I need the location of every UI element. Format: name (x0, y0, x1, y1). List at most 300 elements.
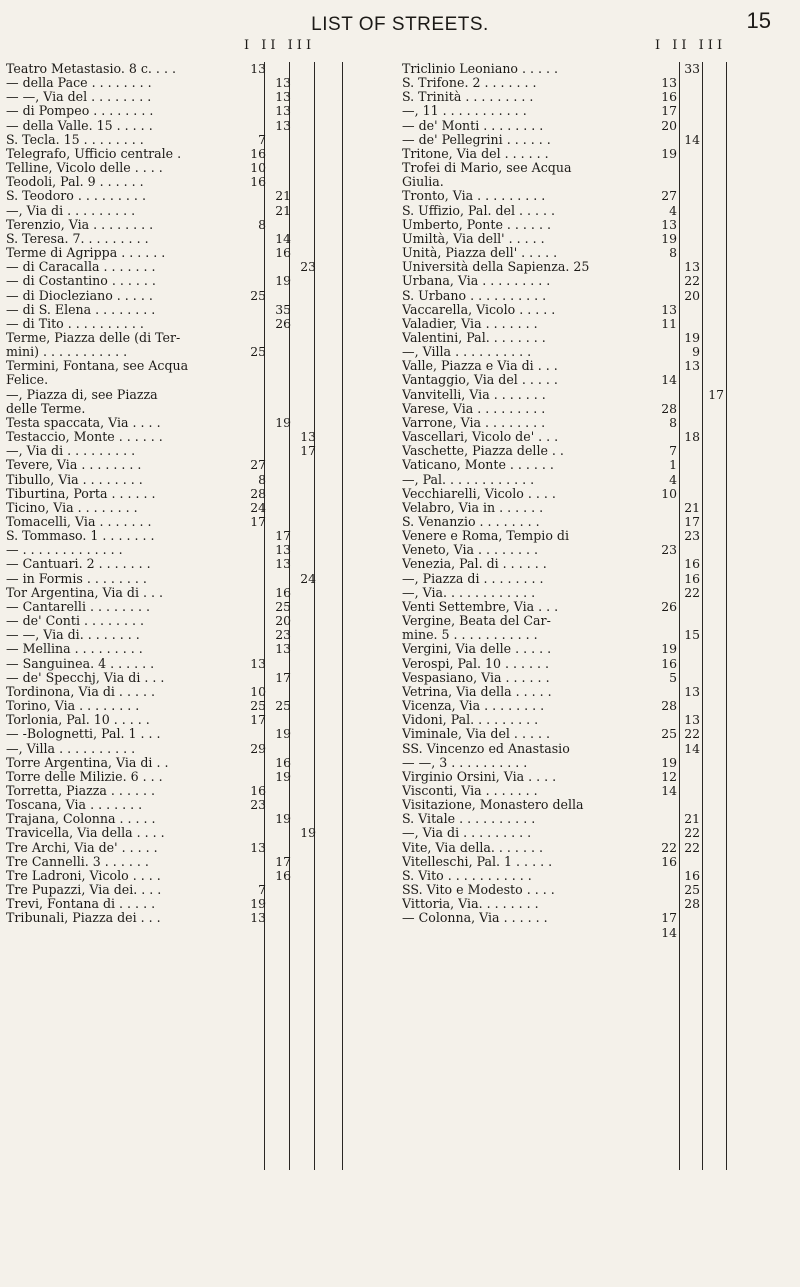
plan-number-n1: 25 (661, 726, 677, 742)
plan-number-n1: 4 (669, 471, 677, 487)
street-name: Vidoni, Pal. . . . . . . . . (402, 713, 539, 728)
street-name: Teodoli, Pal. 9 . . . . . . (6, 175, 144, 190)
street-name: — —, Via di. . . . . . . . (6, 628, 140, 643)
street-name: — -Bolognetti, Pal. 1 . . . (6, 727, 161, 742)
street-name: — de' Pellegrini . . . . . . (402, 132, 551, 147)
plan-number-n2: 13 (275, 542, 291, 558)
street-entry-row (6, 826, 390, 840)
plan-number-n1: 25 (250, 287, 266, 303)
street-name: Verospi, Pal. 10 . . . . . . (402, 656, 550, 671)
plan-number-n2: 19 (684, 329, 700, 345)
street-name: Travicella, Via della . . . . (6, 826, 165, 841)
street-entry-row (402, 699, 786, 713)
street-entry-row (402, 628, 786, 642)
street-name: Telegrafo, Ufficio centrale . (6, 146, 182, 161)
plan-number-n2: 13 (275, 117, 291, 133)
street-name: —, Villa . . . . . . . . . . (6, 741, 136, 756)
plan-number-n1: 13 (661, 216, 677, 232)
street-name: Testaccio, Monte . . . . . . (6, 430, 163, 445)
street-name: Vergine, Beata del Car- (402, 614, 551, 629)
street-entry-row (402, 543, 786, 557)
street-name: Termini, Fontana, see Acqua (6, 359, 189, 374)
street-name: Teatro Metastasio. 8 c. . . . (6, 62, 176, 76)
street-name: — . . . . . . . . . . . . . (6, 543, 123, 558)
street-name: Valadier, Via . . . . . . . (402, 316, 538, 331)
plan-number-n1: 8 (669, 245, 677, 261)
street-entry-row (6, 90, 390, 104)
plan-number-n1: 16 (661, 655, 677, 671)
street-name: — Cantuari. 2 . . . . . . . (6, 557, 151, 572)
plan-number-n1: 10 (250, 683, 266, 699)
street-name: S. Teresa. 7. . . . . . . . . (6, 231, 149, 246)
street-name: Vicenza, Via . . . . . . . . (402, 699, 545, 714)
plan-number-n1: 20 (661, 117, 677, 133)
plan-number-n1: 13 (250, 61, 266, 76)
plan-number-n2: 13 (684, 259, 700, 275)
plan-number-n2: 19 (275, 811, 291, 827)
street-name: — di Diocleziano . . . . . (6, 288, 153, 303)
street-name: S. Teodoro . . . . . . . . . (6, 189, 146, 204)
street-name: Telline, Vicolo delle . . . . (6, 161, 163, 176)
street-entry-row (402, 713, 786, 727)
street-name: — Sanguinea. 4 . . . . . . (6, 656, 155, 671)
street-entry-row (402, 473, 786, 487)
street-entry-row (6, 473, 390, 487)
street-entry-row (402, 232, 786, 246)
plan-number-n1: 1 (669, 457, 677, 473)
plan-number-n1: 8 (258, 216, 266, 232)
plan-number-n2: 13 (275, 641, 291, 657)
plan-number-n1: 7 (669, 443, 677, 459)
street-entry-row (6, 515, 390, 529)
street-entry-row (402, 855, 786, 869)
street-name: Urbana, Via . . . . . . . . . (402, 274, 551, 289)
street-entry-row (402, 246, 786, 260)
street-name: Vaticano, Monte . . . . . . (402, 458, 554, 473)
street-entry-row (6, 345, 390, 359)
street-entry-row (402, 798, 786, 812)
street-name: Tribunali, Piazza dei . . . (6, 911, 161, 926)
street-entry-row (6, 614, 390, 628)
street-entry-row (6, 487, 390, 501)
plan-number-n1: 27 (250, 457, 266, 473)
street-entry-row (402, 204, 786, 218)
street-entry-row (402, 926, 786, 940)
street-name: Varese, Via . . . . . . . . . (402, 401, 546, 416)
street-name: S. Vito . . . . . . . . . . . (402, 868, 532, 883)
plan-number-n2: 16 (275, 754, 291, 770)
page-title: LIST OF STREETS. (311, 14, 489, 35)
street-entry-row (402, 671, 786, 685)
street-entry-row (6, 147, 390, 161)
street-entry-row (402, 529, 786, 543)
street-name: — Cantarelli . . . . . . . . (6, 599, 151, 614)
street-name: — di Caracalla . . . . . . . (6, 260, 156, 275)
street-entry-row (402, 175, 786, 189)
street-entry-row (6, 897, 390, 911)
plan-number-n2: 17 (684, 514, 700, 529)
street-entry-row (6, 388, 390, 402)
plan-number-n3: 19 (300, 825, 316, 841)
street-name: Tronto, Via . . . . . . . . . (402, 189, 546, 204)
street-entry-row (6, 812, 390, 826)
street-name: —, 11 . . . . . . . . . . . (402, 104, 527, 119)
street-name: Unità, Piazza dell' . . . . . (402, 246, 558, 261)
plan-number-n1: 17 (250, 514, 266, 529)
plan-number-n2: 16 (275, 584, 291, 600)
street-entry-row (402, 218, 786, 232)
plan-number-n2: 22 (684, 726, 700, 742)
plan-number-n1: 17 (250, 712, 266, 728)
street-name: Tre Cannelli. 3 . . . . . . (6, 854, 149, 869)
plan-number-n2: 14 (684, 131, 700, 147)
street-name: Umberto, Ponte . . . . . . (402, 217, 551, 232)
street-entry-row (402, 359, 786, 373)
street-entry-row (402, 742, 786, 756)
plan-number-n3: 13 (300, 429, 316, 445)
street-entry-row (402, 600, 786, 614)
street-entry-row (6, 869, 390, 883)
street-name: Vitelleschi, Pal. 1 . . . . . (402, 854, 553, 869)
plan-number-n2: 17 (275, 853, 291, 869)
street-entry-row (402, 444, 786, 458)
street-entry-row (402, 331, 786, 345)
plan-number-n2: 13 (275, 556, 291, 572)
street-name: Tor Argentina, Via di . . . (6, 585, 164, 600)
plan-number-n2: 20 (684, 287, 700, 303)
street-entry-row (6, 189, 390, 203)
street-entry-row (6, 289, 390, 303)
plan-number-n1: 19 (661, 230, 677, 246)
street-name: — di S. Elena . . . . . . . . (6, 302, 156, 317)
street-name: — de' Monti . . . . . . . . (402, 118, 544, 133)
plan-number-n1: 25 (250, 698, 266, 714)
street-entry-row (402, 841, 786, 855)
street-entry-row (6, 657, 390, 671)
plan-number-n2: 14 (275, 230, 291, 246)
street-name: Felice. (6, 373, 49, 388)
street-entry-row (6, 600, 390, 614)
street-entry-row (402, 274, 786, 288)
plan-number-n1: 11 (661, 315, 677, 331)
street-name: — della Valle. 15 . . . . . (6, 118, 153, 133)
street-name: Tevere, Via . . . . . . . . (6, 458, 142, 473)
street-name: Terenzio, Via . . . . . . . . (6, 217, 154, 232)
street-entry-row (402, 727, 786, 741)
street-name: —, Via di . . . . . . . . . (6, 203, 136, 218)
street-name: — di Tito . . . . . . . . . . (6, 316, 144, 331)
street-entry-row (6, 784, 390, 798)
plan-number-n2: 18 (684, 429, 700, 445)
street-entry-row (402, 133, 786, 147)
street-name: S. Tommaso. 1 . . . . . . . (6, 529, 155, 544)
plan-number-n2: 22 (684, 825, 700, 841)
street-name: Umiltà, Via dell' . . . . . (402, 231, 545, 246)
plan-number-n1: 13 (250, 839, 266, 855)
plan-number-n2: 26 (275, 315, 291, 331)
street-entry-row (402, 388, 786, 402)
street-entry-row (402, 289, 786, 303)
plan-number-n2: 22 (684, 839, 700, 855)
street-name: Vecchiarelli, Vicolo . . . . (402, 486, 556, 501)
plan-number-n1: 7 (258, 131, 266, 147)
plan-number-n1: 5 (669, 669, 677, 685)
street-entry-row (6, 175, 390, 189)
street-name: —, Pal. . . . . . . . . . . . (402, 472, 535, 487)
street-entry-row (6, 317, 390, 331)
street-name: — de' Conti . . . . . . . . (6, 614, 145, 629)
left-column-heading: I II III (244, 38, 316, 53)
plan-number-n2: 19 (275, 768, 291, 784)
street-entry-row (402, 373, 786, 387)
street-name: Giulia. (402, 175, 444, 190)
plan-number-n2: 21 (275, 202, 291, 218)
plan-number-n1: 13 (661, 301, 677, 317)
street-name: Viminale, Via del . . . . . (402, 727, 550, 742)
plan-number-n1: 13 (661, 75, 677, 91)
street-name: Valentini, Pal. . . . . . . . (402, 330, 546, 345)
street-name: Trajana, Colonna . . . . . (6, 812, 156, 827)
street-name: Visconti, Via . . . . . . . (402, 783, 538, 798)
street-entry-row (6, 727, 390, 741)
street-name: Torretta, Piazza . . . . . . (6, 783, 155, 798)
street-entry-row (6, 685, 390, 699)
street-name: Terme di Agrippa . . . . . . (6, 246, 166, 261)
street-entry-row (402, 458, 786, 472)
plan-number-n1: 28 (250, 485, 266, 501)
street-name: —, Piazza di, see Piazza (6, 387, 158, 402)
street-entry-row (402, 826, 786, 840)
plan-number-n2: 19 (275, 726, 291, 742)
street-entry-row (6, 642, 390, 656)
plan-number-n1: 4 (669, 202, 677, 218)
plan-number-n2: 22 (684, 584, 700, 600)
street-name: Tordinona, Via di . . . . . (6, 684, 155, 699)
street-name: Veneto, Via . . . . . . . . (402, 543, 539, 558)
street-entry-row (6, 359, 390, 373)
plan-number-n1: 13 (250, 910, 266, 926)
street-name: Torre delle Milizie. 6 . . . (6, 769, 163, 784)
plan-number-n1: 7 (258, 882, 266, 898)
street-entry-row (6, 246, 390, 260)
street-name: Vittoria, Via. . . . . . . . (402, 897, 539, 912)
street-entry-row (402, 76, 786, 90)
street-entry-row (6, 770, 390, 784)
street-entry-row (6, 557, 390, 571)
street-entry-row (6, 841, 390, 855)
street-name: delle Terme. (6, 401, 86, 416)
street-entry-row (6, 756, 390, 770)
street-name: S. Tecla. 15 . . . . . . . . (6, 132, 144, 147)
street-entry-row (6, 62, 390, 76)
street-entry-row (6, 628, 390, 642)
plan-number-n1: 13 (250, 655, 266, 671)
plan-number-n1: 19 (250, 896, 266, 912)
plan-number-n1: 8 (258, 471, 266, 487)
street-entry-row (402, 161, 786, 175)
street-name: Tre Archi, Via de' . . . . . (6, 840, 158, 855)
street-entry-row (6, 501, 390, 515)
plan-number-n1: 22 (661, 839, 677, 855)
plan-number-n2: 13 (275, 103, 291, 119)
street-entry-row (6, 416, 390, 430)
street-entry-row (402, 62, 786, 76)
plan-number-n2: 16 (275, 245, 291, 261)
street-name: Università della Sapienza. 25 (402, 260, 590, 275)
street-name: S. Trifone. 2 . . . . . . . (402, 76, 537, 91)
street-name: —, Piazza di . . . . . . . . (402, 571, 544, 586)
plan-number-n1: 23 (250, 797, 266, 813)
plan-number-n2: 20 (275, 613, 291, 629)
right-street-column (402, 62, 786, 940)
street-name: Virginio Orsini, Via . . . . (402, 769, 557, 784)
plan-number-n2: 13 (275, 89, 291, 105)
plan-number-n2: 13 (684, 712, 700, 728)
street-name: Valle, Piazza e Via di . . . (402, 359, 558, 374)
plan-number-n1: 16 (661, 853, 677, 869)
plan-number-n2: 21 (684, 811, 700, 827)
street-name: Venti Settembre, Via . . . (402, 599, 559, 614)
street-name: mini) . . . . . . . . . . . (6, 345, 128, 360)
street-name: — in Formis . . . . . . . . (6, 571, 147, 586)
plan-number-n1: 10 (250, 160, 266, 176)
street-name: S. Uffizio, Pal. del . . . . . (402, 203, 556, 218)
street-entry-row (6, 204, 390, 218)
street-entry-row (6, 232, 390, 246)
street-name: Triclinio Leoniano . . . . . (402, 62, 559, 76)
street-entry-row (6, 586, 390, 600)
street-name: Ticino, Via . . . . . . . . (6, 500, 138, 515)
plan-number-n1: 19 (661, 754, 677, 770)
street-entry-row (402, 557, 786, 571)
street-name: — della Pace . . . . . . . . (6, 76, 152, 91)
street-entry-row (402, 501, 786, 515)
street-entry-row (402, 812, 786, 826)
street-entry-row (6, 798, 390, 812)
street-name: Vanvitelli, Via . . . . . . . (402, 387, 546, 402)
page-number: 15 (746, 8, 771, 33)
plan-number-n2: 16 (275, 867, 291, 883)
plan-number-n2: 33 (684, 61, 700, 76)
street-entry-row (402, 104, 786, 118)
street-entry-row (402, 614, 786, 628)
street-entry-row (6, 161, 390, 175)
street-entry-row (402, 416, 786, 430)
street-name: —, Villa . . . . . . . . . . (402, 345, 532, 360)
street-entry-row (402, 317, 786, 331)
street-entry-row (402, 770, 786, 784)
street-name: mine. 5 . . . . . . . . . . . (402, 628, 538, 643)
street-name: Vaschette, Piazza delle . . (402, 444, 564, 459)
street-name: — di Costantino . . . . . . (6, 274, 156, 289)
plan-number-n1: 27 (661, 188, 677, 204)
street-name: Trofei di Mario, see Acqua (402, 161, 572, 176)
plan-number-n2: 25 (275, 598, 291, 614)
plan-number-n1: 24 (250, 499, 266, 515)
plan-number-n1: 10 (661, 485, 677, 501)
street-name: Vergini, Via delle . . . . . (402, 642, 552, 657)
plan-number-n2: 23 (684, 528, 700, 544)
street-name: Tiburtina, Porta . . . . . . (6, 486, 156, 501)
street-entry-row (402, 883, 786, 897)
street-entry-row (6, 133, 390, 147)
plan-number-n2: 13 (684, 683, 700, 699)
street-name: Visitazione, Monastero della (402, 798, 584, 813)
right-column-heading: I II III (655, 38, 727, 53)
street-entry-row (402, 260, 786, 274)
street-entry-row (402, 572, 786, 586)
plan-number-n3: 23 (300, 259, 316, 275)
street-entry-row (6, 104, 390, 118)
plan-number-n2: 23 (275, 627, 291, 643)
street-name: Vite, Via della. . . . . . . (402, 840, 543, 855)
street-name: — de' Specchj, Via di . . . (6, 670, 165, 685)
street-name: SS. Vincenzo ed Anastasio (402, 741, 570, 756)
street-name: — Mellina . . . . . . . . . (6, 642, 143, 657)
street-name: Venezia, Pal. di . . . . . . (402, 557, 547, 572)
street-entry-row (402, 784, 786, 798)
street-name: — di Pompeo . . . . . . . . (6, 104, 154, 119)
plan-number-n1: 8 (669, 414, 677, 430)
street-entry-row (6, 529, 390, 543)
left-street-column (6, 62, 390, 926)
street-name: S. Vitale . . . . . . . . . . (402, 812, 536, 827)
street-entry-row (402, 756, 786, 770)
street-entry-row (6, 543, 390, 557)
street-entry-row (402, 911, 786, 925)
street-name: — —, Via del . . . . . . . . (6, 90, 152, 105)
plan-number-n1: 17 (661, 103, 677, 119)
street-entry-row (6, 260, 390, 274)
plan-number-n2: 25 (684, 882, 700, 898)
plan-number-n1: 19 (661, 145, 677, 161)
street-entry-row (6, 331, 390, 345)
plan-number-n3: 17 (300, 443, 316, 459)
street-name: S. Venanzio . . . . . . . . (402, 515, 540, 529)
plan-number-n1: 29 (250, 740, 266, 756)
street-entry-row (6, 572, 390, 586)
street-name: Torre Argentina, Via di . . (6, 755, 169, 770)
plan-number-n2: 13 (684, 358, 700, 374)
street-entry-row (6, 911, 390, 925)
street-entry-row (6, 458, 390, 472)
street-entry-row (6, 713, 390, 727)
street-name: Toscana, Via . . . . . . . (6, 798, 143, 813)
street-entry-row (6, 119, 390, 133)
street-entry-row (402, 586, 786, 600)
street-entry-row (402, 487, 786, 501)
street-name: Torino, Via . . . . . . . . (6, 699, 140, 714)
street-name: Varrone, Via . . . . . . . . (402, 415, 546, 430)
street-entry-row (6, 855, 390, 869)
street-entry-row (6, 742, 390, 756)
plan-number-n1: 12 (661, 768, 677, 784)
street-entry-row (6, 671, 390, 685)
street-entry-row (402, 897, 786, 911)
street-name: —, Via di . . . . . . . . . (402, 826, 532, 841)
plan-number-n2: 13 (275, 75, 291, 91)
street-name: Venere e Roma, Tempio di (402, 529, 569, 544)
plan-number-n1: 14 (661, 372, 677, 388)
street-name: Terme, Piazza delle (di Ter- (6, 330, 181, 345)
plan-number-n1: 26 (661, 598, 677, 614)
plan-number-n2: 14 (684, 740, 700, 756)
plan-number-n3: 24 (300, 570, 316, 586)
street-name: — —, 3 . . . . . . . . . . (402, 755, 528, 770)
street-entry-row (6, 402, 390, 416)
street-entry-row (6, 76, 390, 90)
street-entry-row (402, 345, 786, 359)
